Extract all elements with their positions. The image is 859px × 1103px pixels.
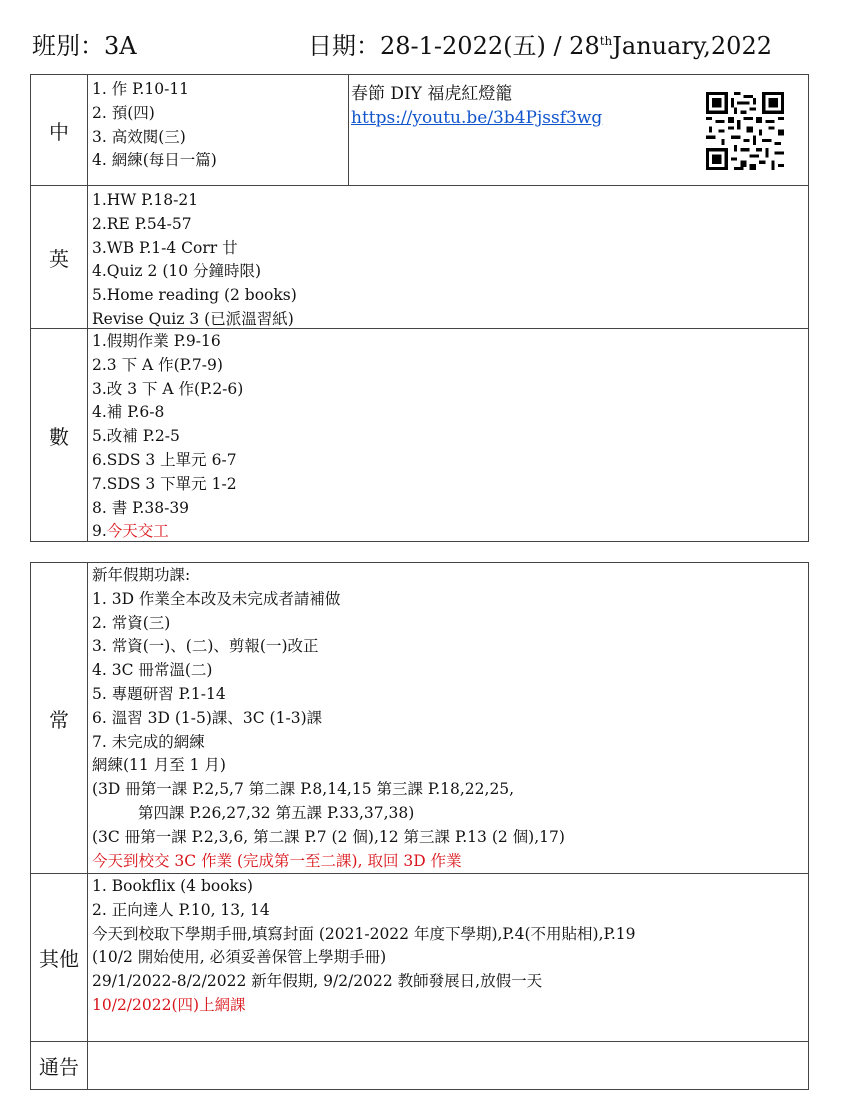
subject-general-studies: 常 (31, 563, 88, 873)
gs-heading: 新年假期功課: (92, 566, 191, 584)
list-item: 1.HW P.18-21 (92, 191, 199, 209)
list-item: 5.改補 P.2-5 (92, 427, 180, 446)
list-item: 9.今天交工 (92, 522, 169, 541)
subject-others: 其他 (31, 874, 88, 1041)
list-item: 2.RE P.54-57 (92, 214, 192, 233)
youtube-link[interactable]: https://youtu.be/3b4Pjssf3wg (351, 108, 603, 128)
web-heading: 網練(11 月至 1 月) (92, 756, 226, 775)
list-item: 4. 3C 冊常溫(二) (92, 661, 213, 680)
chinese-items (92, 78, 342, 173)
list-item: 2. 常資(三) (92, 613, 171, 632)
subject-notice: 通告 (31, 1042, 88, 1089)
row-chinese (31, 75, 808, 186)
list-item: 5. 專題研習 P.1-14 (92, 684, 226, 703)
list-item: (10/2 開始使用, 必須妥善保管上學期手冊) (92, 948, 387, 967)
row-others (31, 874, 808, 1042)
list-item: 3. 常資(一)、(二)、剪報(一)改正 (92, 637, 319, 656)
chinese-activity (348, 75, 808, 185)
list-item: 29/1/2022-8/2/2022 新年假期, 9/2/2022 教師發展日,放假一天 (92, 972, 543, 991)
list-item: 1. 3D 作業全本改及未完成者請補做 (92, 589, 341, 608)
list-item: 6. 溫習 3D (1-5)課、3C (1-3)課 (92, 708, 323, 727)
list-item: 2. 正向達人 P.10, 13, 14 (92, 900, 270, 919)
web-line: (3C 冊第一課 P.2,3,6, 第二課 P.7 (2 個),12 第三課 P.13 (2 個),17) (92, 827, 565, 846)
gs-items (92, 564, 804, 873)
class-label: 班別：3A (32, 32, 137, 60)
activity-title: 春節 DIY 福虎紅燈籠 (351, 84, 513, 104)
list-item: 2.3 下 A 作(P.7-9) (92, 355, 223, 374)
gs-red-note: 今天到校交 3C 作業 (完成第一至二課), 取回 3D 作業 (92, 851, 462, 870)
list-item: 6.SDS 3 上單元 6-7 (92, 450, 237, 469)
qr-code-icon (706, 92, 784, 170)
list-item: 3.改 3 下 A 作(P.2-6) (92, 379, 244, 398)
list-item: 4.補 P.6-8 (92, 403, 165, 422)
due-today-note: 今天交工 (106, 522, 169, 541)
list-item: 今天到校取下學期手冊,填寫封面 (2021-2022 年度下學期),P.4(不用貼相),P.19 (92, 924, 636, 943)
list-item: 4. 網練(每日一篇) (92, 151, 217, 170)
row-notice (31, 1042, 808, 1089)
math-items (92, 330, 804, 544)
english-items (92, 189, 804, 332)
web-line: 第四課 P.26,27,32 第五課 P.33,37,38) (138, 803, 415, 822)
subject-chinese: 中 (31, 75, 88, 185)
list-item: 7. 未完成的網練 (92, 732, 205, 751)
homework-table-top (30, 74, 809, 542)
list-item: 1. Bookflix (4 books) (92, 877, 253, 895)
page-header (30, 22, 814, 60)
list-item: 7.SDS 3 下單元 1-2 (92, 474, 237, 493)
subject-math: 數 (31, 329, 88, 541)
list-item: 1. 作 P.10-11 (92, 80, 190, 98)
list-item: 4.Quiz 2 (10 分鐘時限) (92, 262, 262, 281)
list-item: 3. 高效閱(三) (92, 127, 186, 146)
subject-english: 英 (31, 186, 88, 328)
list-item: 5.Home reading (2 books) (92, 286, 297, 305)
others-items (92, 875, 804, 1018)
row-english (31, 186, 808, 329)
list-item: 3.WB P.1-4 Corr 廿 (92, 238, 238, 257)
list-item: 1.假期作業 P.9-16 (92, 332, 221, 350)
list-item: 8. 書 P.38-39 (92, 498, 190, 517)
homework-table-bottom (30, 562, 809, 1090)
row-math (31, 329, 808, 541)
list-item: 2. 預(四) (92, 103, 155, 122)
row-general-studies (31, 563, 808, 874)
others-red-note: 10/2/2022(四)上網課 (92, 995, 246, 1014)
list-item: Revise Quiz 3 (已派溫習紙) (92, 309, 294, 328)
web-line: (3D 冊第一課 P.2,5,7 第二課 P.8,14,15 第三課 P.18,22,25, (92, 780, 515, 799)
date-label: 日期：28-1-2022(五) / 28thJanuary,2022 (308, 32, 772, 60)
